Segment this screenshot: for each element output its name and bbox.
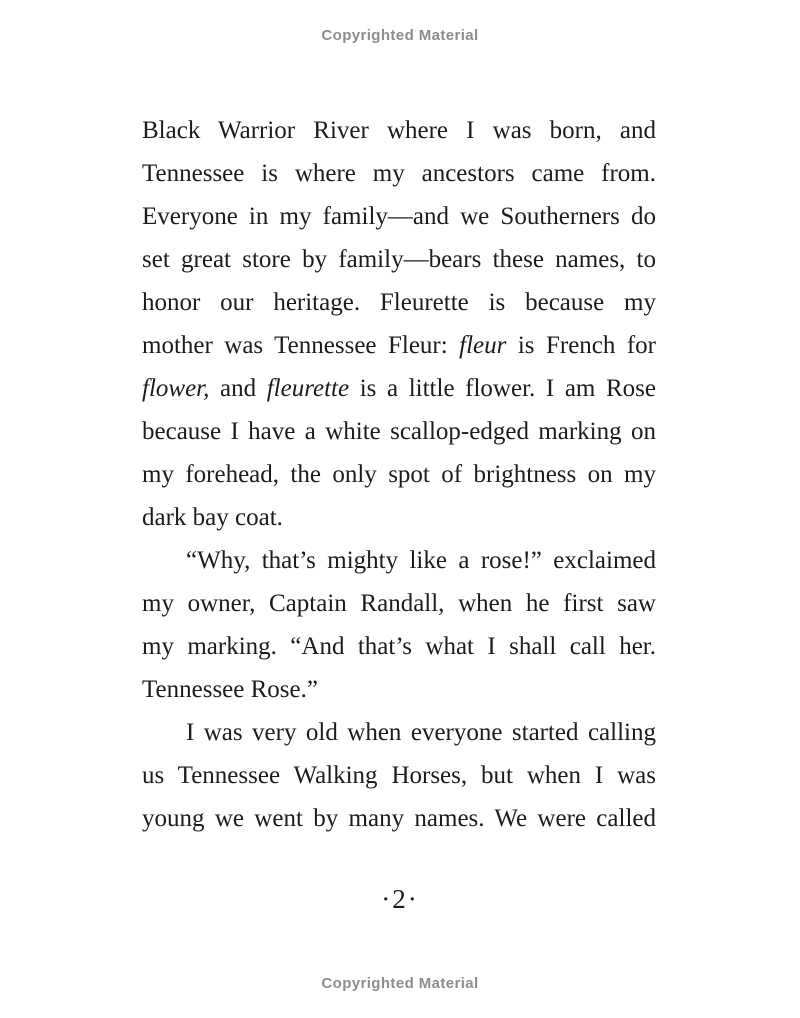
text-line xyxy=(142,539,656,582)
text-segment: “Why, that’s mighty like a rose!” exclaimed xyxy=(186,547,656,574)
text-segment: because I have a white scallop-edged marking on xyxy=(142,418,656,445)
text-segment: Tennessee Rose.” xyxy=(142,676,318,703)
text-line xyxy=(142,754,656,797)
text-line xyxy=(142,195,656,238)
page-number: ·2· xyxy=(381,884,419,914)
text-segment: is French for xyxy=(506,332,656,359)
text-line xyxy=(142,453,656,496)
text-segment: my marking. “And that’s what I shall call her. xyxy=(142,633,656,660)
text-line xyxy=(142,152,656,195)
text-line xyxy=(142,797,656,840)
text-segment: honor our heritage. Fleurette is because my xyxy=(142,289,656,316)
copyright-notice-bottom: Copyrighted Material xyxy=(321,975,479,992)
text-line xyxy=(142,625,656,668)
text-line xyxy=(142,238,656,281)
text-segment: Everyone in my family—and we Southerners do xyxy=(142,203,656,230)
text-line xyxy=(142,582,656,625)
body-text xyxy=(142,109,656,840)
text-segment: my owner, Captain Randall, when he first saw xyxy=(142,590,656,617)
text-line xyxy=(142,324,656,367)
text-segment: is a little flower. I am Rose xyxy=(349,375,656,402)
text-segment: I was very old when everyone started calling xyxy=(186,719,656,746)
text-line xyxy=(142,109,656,152)
text-segment: set great store by family—bears these names, to xyxy=(142,246,656,273)
text-line xyxy=(142,711,656,754)
text-segment: young we went by many names. We were called xyxy=(142,805,656,832)
copyright-notice-top: Copyrighted Material xyxy=(321,27,479,44)
text-segment: dark bay coat. xyxy=(142,504,283,531)
text-segment: us Tennessee Walking Horses, but when I was xyxy=(142,762,656,789)
text-segment: Black Warrior River where I was born, and xyxy=(142,117,656,144)
text-line xyxy=(142,496,656,539)
text-line xyxy=(142,668,656,711)
text-line xyxy=(142,410,656,453)
italic-text-segment: flower, xyxy=(142,375,210,402)
italic-text-segment: fleurette xyxy=(266,375,350,402)
italic-text-segment: fleur xyxy=(459,332,507,359)
text-segment: Tennessee is where my ancestors came from. xyxy=(142,160,656,187)
text-segment: my forehead, the only spot of brightness on my xyxy=(142,461,656,488)
text-line xyxy=(142,367,656,410)
text-segment: and xyxy=(209,375,267,402)
text-line xyxy=(142,281,656,324)
text-segment: mother was Tennessee Fleur: xyxy=(142,332,460,359)
